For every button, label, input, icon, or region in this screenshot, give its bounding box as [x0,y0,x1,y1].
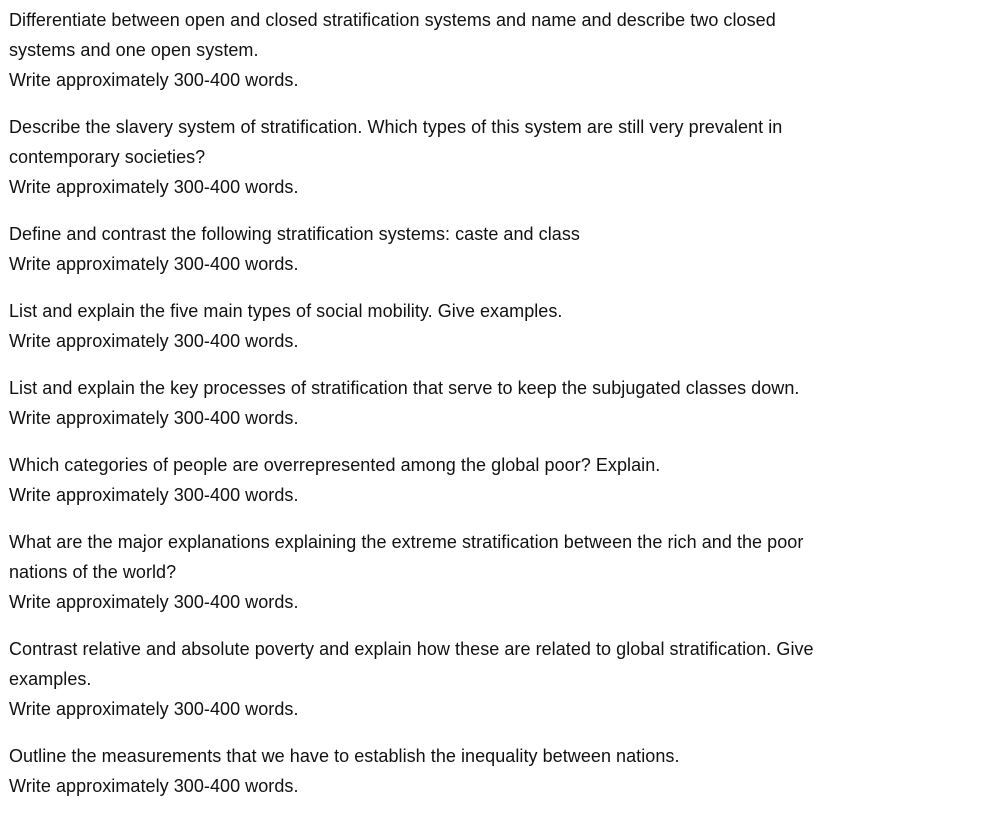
question-prompt-line: systems and one open system. [9,40,259,60]
question-prompt-line: Outline the measurements that we have to establish the inequality between nations. [9,746,680,766]
question-3 [9,219,969,279]
question-2 [9,112,969,202]
question-6 [9,450,969,510]
question-instruction: Write approximately 300-400 words. [9,331,299,351]
question-instruction: Write approximately 300-400 words. [9,177,299,197]
question-prompt-line: What are the major explanations explaining the extreme stratification between the rich and the poor [9,532,804,552]
document-body [9,5,969,818]
question-prompt-line: Contrast relative and absolute poverty and explain how these are related to global stratification. Give [9,639,814,659]
question-instruction: Write approximately 300-400 words. [9,699,299,719]
question-instruction: Write approximately 300-400 words. [9,254,299,274]
question-prompt-line: List and explain the key processes of stratification that serve to keep the subjugated classes down. [9,378,800,398]
question-prompt-line: Describe the slavery system of stratification. Which types of this system are still very prevalent in [9,117,783,137]
question-1 [9,5,969,95]
question-instruction: Write approximately 300-400 words. [9,485,299,505]
question-prompt-line: List and explain the five main types of social mobility. Give examples. [9,301,563,321]
question-prompt-line: Define and contrast the following stratification systems: caste and class [9,224,580,244]
question-5 [9,373,969,433]
question-instruction: Write approximately 300-400 words. [9,70,299,90]
question-4 [9,296,969,356]
question-prompt-line: Which categories of people are overrepresented among the global poor? Explain. [9,455,661,475]
question-prompt-line: nations of the world? [9,562,177,582]
question-instruction: Write approximately 300-400 words. [9,776,299,796]
question-prompt-line: contemporary societies? [9,147,206,167]
question-7 [9,527,969,617]
question-8 [9,634,969,724]
question-instruction: Write approximately 300-400 words. [9,408,299,428]
question-prompt-line: examples. [9,669,92,689]
question-prompt-line: Differentiate between open and closed stratification systems and name and describe two closed [9,10,776,30]
question-instruction: Write approximately 300-400 words. [9,592,299,612]
question-9 [9,741,969,801]
